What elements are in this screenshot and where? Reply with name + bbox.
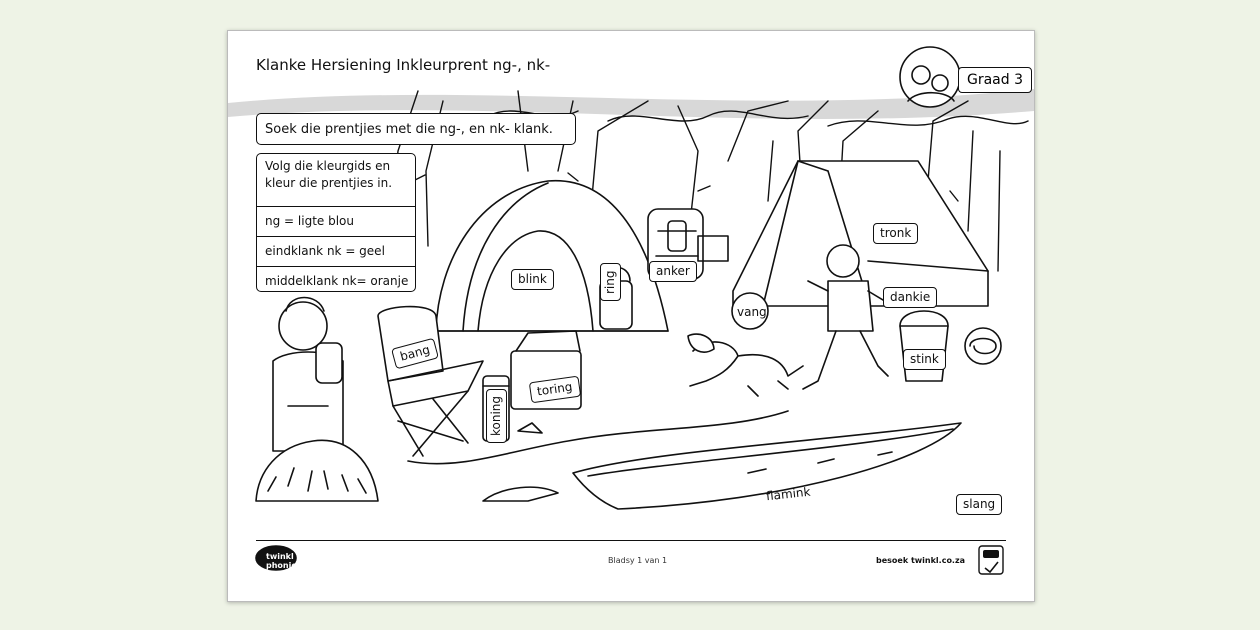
word-label-dankie: dankie bbox=[883, 287, 937, 308]
page-number: Bladsy 1 van 1 bbox=[608, 556, 668, 565]
word-label-toring: toring bbox=[529, 376, 581, 404]
colour-guide-box bbox=[256, 153, 416, 292]
worksheet-title: Klanke Hersiening Inkleurprent ng-, nk- bbox=[256, 56, 551, 74]
colour-guide-row-middle-nk: middelklank nk= oranje bbox=[265, 274, 409, 288]
word-label-flamink: flamink bbox=[765, 484, 812, 504]
instruction-box: Soek die prentjies met die ng-, en nk- klank. bbox=[256, 113, 576, 145]
word-label-koning: koning bbox=[486, 389, 507, 443]
colour-guide-heading: Volg die kleurgids en kleur die prentjies in. bbox=[257, 154, 415, 207]
quality-badge-icon bbox=[976, 544, 1006, 578]
word-label-stink: stink bbox=[903, 349, 946, 370]
footer-divider bbox=[256, 540, 1006, 541]
colour-guide-row-ng: ng = ligte blou bbox=[257, 207, 415, 237]
word-label-slang: slang bbox=[956, 494, 1002, 515]
word-label-anker: anker bbox=[649, 261, 697, 282]
grade-label: Graad 3 bbox=[958, 67, 1032, 93]
word-label-bang: bang bbox=[391, 338, 439, 370]
worksheet-page bbox=[227, 30, 1035, 602]
logo-text: twinkl phonics bbox=[266, 552, 301, 570]
word-label-ring: ring bbox=[600, 264, 621, 302]
colour-guide-row-end-nk: eindklank nk = geel bbox=[257, 237, 415, 267]
twinkl-phonics-logo bbox=[256, 544, 308, 582]
site-link[interactable]: besoek twinkl.co.za bbox=[876, 556, 966, 565]
word-label-tronk: tronk bbox=[873, 223, 918, 244]
word-label-blink: blink bbox=[511, 269, 554, 290]
word-label-vang: vang bbox=[737, 305, 767, 319]
